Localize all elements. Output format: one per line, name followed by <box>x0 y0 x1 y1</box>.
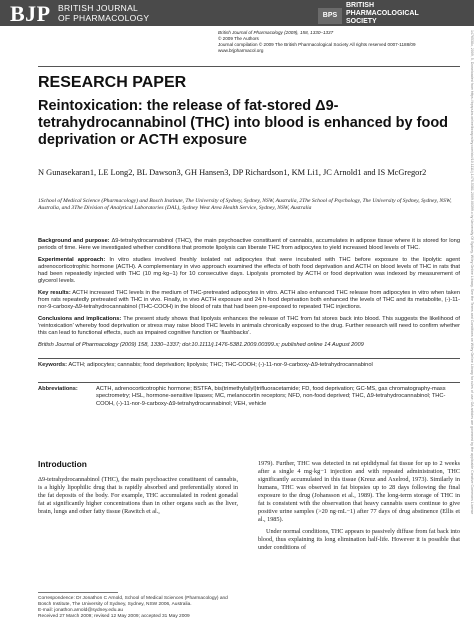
article-title: Reintoxication: the release of fat-stored Δ9-tetrahydrocannabinol (THC) into blood is enhanced by food deprivation or ACTH exposure <box>38 98 449 148</box>
journal-url[interactable]: www.brjpharmacol.org <box>218 48 264 53</box>
intro-right-column <box>258 460 460 556</box>
abstract-divider <box>38 358 460 359</box>
approach-label: Experimental approach: <box>38 256 106 263</box>
author-list: N Gunasekaran1, LE Long2, BL Dawson3, GH Hansen3, DP Richardson1, KM Li1, JC Arnold1 and IS McGregor2 <box>38 168 427 177</box>
download-notice: 1476538x, 2009, 5, Downloaded from https://bpspubs.onlinelibrary.wiley.com/doi/10.1111/j.1476-5381.2009.00399.x by University Of Sydney, Wiley Online Library. See the Terms and Conditions on Wiley Online Library for rules of use; OA articles are governed by the applicable Creative Commons License <box>470 30 474 515</box>
intro-paragraph-3: Under normal conditions, THC appears to passively diffuse from fat back into blood, thus explaining its long elimination half-life. However it is possible that under conditions of <box>258 528 460 551</box>
keywords-divider <box>38 382 460 383</box>
download-sidebar <box>468 30 474 630</box>
background-label: Background and purpose: <box>38 238 110 244</box>
approach-text: In vitro studies involved freshly isolated rat adipocytes that were incubated with THC before exposure to the lipolytic agent adrenocorticotrophic hormone (ACTH). A complementary in vivo approach examined the effects of both food deprivation and ACTH on blood levels of THC in rats that had been repeatedly injected with THC (10 mg·kg−1) for 10 consecutive days. Lipolysis promoted by ACTH or food deprivation was indexed by measurement of glycerol levels. <box>38 256 460 285</box>
abstract-citation: British Journal of Pharmacology (2009) 158, 1330–1337; doi:10.1111/j.1476-5381.2009.00399.x; published online 14 August 2009 <box>38 341 364 348</box>
results-label: Key results: <box>38 289 71 296</box>
journal-name-line1: BRITISH JOURNAL <box>58 3 139 13</box>
background-text: Δ9-tetrahydrocannabinol (THC), the main psychoactive constituent of cannabis, accumulates in adipose tissue where it is stored for long periods of time. Here we investigated whether conditions that promote lipolysis can liberate THC from adipocytes to yield increased blood levels of THC. <box>38 238 460 252</box>
journal-name-line2: OF PHARMACOLOGY <box>58 13 150 23</box>
bjp-logo: BJP <box>10 1 51 26</box>
correspondence <box>38 596 238 620</box>
abstract-results <box>38 290 460 312</box>
section-label: RESEARCH PAPER <box>38 74 187 91</box>
society-name-line3: SOCIETY <box>346 18 377 25</box>
keywords-label: Keywords: <box>38 362 68 368</box>
abstract <box>38 238 460 353</box>
society-name-line2: PHARMACOLOGICAL <box>346 10 419 17</box>
abstract-conclusions <box>38 316 460 338</box>
society-name <box>346 2 419 26</box>
abbreviations-text: ACTH, adrenocorticotrophic hormone; BSTFA, bis(trimethylsilyl)trifluoracetamide; FD, food deprivation; GC-MS, gas chromatography-mass spectrometry; HSL, hormone-sensitive lipases; MC, melanocortin receptors; NFD, non-food deprived; THC, Δ9-tetrahydrocannabinol; THC-COOH, (-)-11-nor-9-carboxy-Δ9-tetrahydrocannabinol; VEH, vehicle <box>96 386 446 407</box>
copyright-line1: © 2009 The Authors <box>218 36 259 41</box>
intro-paragraph-2: 1979). Further, THC was detected in rat epididymal fat tissue for up to 2 weeks after a single 4 mg·kg−1 injection and with repeated administration, THC significantly accumulated in this tissue (Kreuz and Axelrod, 1973). Similarly in humans, THC was observed in fat biopsies up to 28 days following the final exposure to the drug (Johansson et al., 1989). The long-term storage of THC in fat is consistent with the observation that heavy cannabis users continue to give positive urine samples (>20 ng·mL−1) after 77 days of drug abstinence (Ellis et al., 1985). <box>258 460 460 523</box>
society-name-line1: BRITISH <box>346 2 374 9</box>
conclusions-label: Conclusions and implications: <box>38 315 122 322</box>
abstract-background <box>38 238 460 253</box>
journal-info <box>218 30 458 54</box>
keywords-text: ACTH; adipocytes; cannabis; food deprivation; lipolysis; THC; THC-COOH; (-)-11-nor-9-carboxy-Δ9-tetrahydrocannabinol <box>68 362 373 368</box>
journal-name <box>58 3 149 23</box>
header-divider <box>38 66 460 67</box>
intro-paragraph-1: Δ9-tetrahydrocannabinol (THC), the main psychoactive constituent of cannabis, is a highly lipophilic drug that is rapidly absorbed and preferentially stored in the fat deposits of the body. For example, THC accumulated in rodent gonadal fat at significantly higher concentrations than in other organs such as the liver, brain, lungs and other fatty tissue (Rawitch et al., <box>38 476 238 515</box>
received-dates: Received 27 March 2009; revised 12 May 2009; accepted 31 May 2009 <box>38 614 190 619</box>
correspondence-email[interactable]: E-mail: jonathon.arnold@sydney.edu.au <box>38 608 124 613</box>
intro-left-column <box>38 460 238 520</box>
abbreviations-label: Abbreviations: <box>38 386 78 392</box>
copyright-line2: Journal compilation © 2009 The British Pharmacological Society All rights reserved 0007-1188/09 <box>218 42 416 47</box>
journal-header-bar <box>0 0 474 26</box>
abstract-approach <box>38 257 460 286</box>
results-text: ACTH increased THC levels in the medium of THC-pretreated adipocytes in vitro. ACTH also enhanced THC release from adipocytes in vitro when taken from rats repeatedly pretreated with THC in vivo. Finally, in vivo ACTH exposure and 24 h food deprivation both enhanced the levels of THC and its metabolite, (-)-11-nor-9-carboxy-Δ9-tetrahydrocannabinol (THC-COOH) in the blood of rats that had been pre-exposed to repeated THC injections. <box>38 289 460 311</box>
correspondence-address: Correspondence: Dr Jonathon C Arnold, School of Medical Sciences (Pharmacology) and Bosch Institute, The University of Sydney, Sydney, NSW 2006, Australia. <box>38 596 228 607</box>
footnote-rule <box>38 592 118 593</box>
intro-heading: Introduction <box>38 459 87 469</box>
citation-line: British Journal of Pharmacology (2009), 158, 1330–1337 <box>218 30 334 35</box>
conclusions-text: The present study shows that lipolysis enhances the release of THC from fat stores back into blood. This suggests the likelihood of 'reintoxication' whereby food deprivation or stress may raise blood THC levels in animals chronically exposed to the drug. Further research will need to confirm whether this can lead to functional effects, such as impaired cognitive function or 'flashbacks'. <box>38 315 460 337</box>
keywords <box>38 362 460 369</box>
affiliations: 1School of Medical Science (Pharmacology) and Bosch Institute, The University of Sydney, Sydney, NSW, Australia, 2The School of Psychology, The University of Sydney, Sydney, NSW, Australia, and 3The Division of Analytical Laboratories (DAL), Sydney West Area Health Service, Sydney, NSW, Australia <box>38 198 452 212</box>
bps-logo: BPS <box>318 8 342 24</box>
